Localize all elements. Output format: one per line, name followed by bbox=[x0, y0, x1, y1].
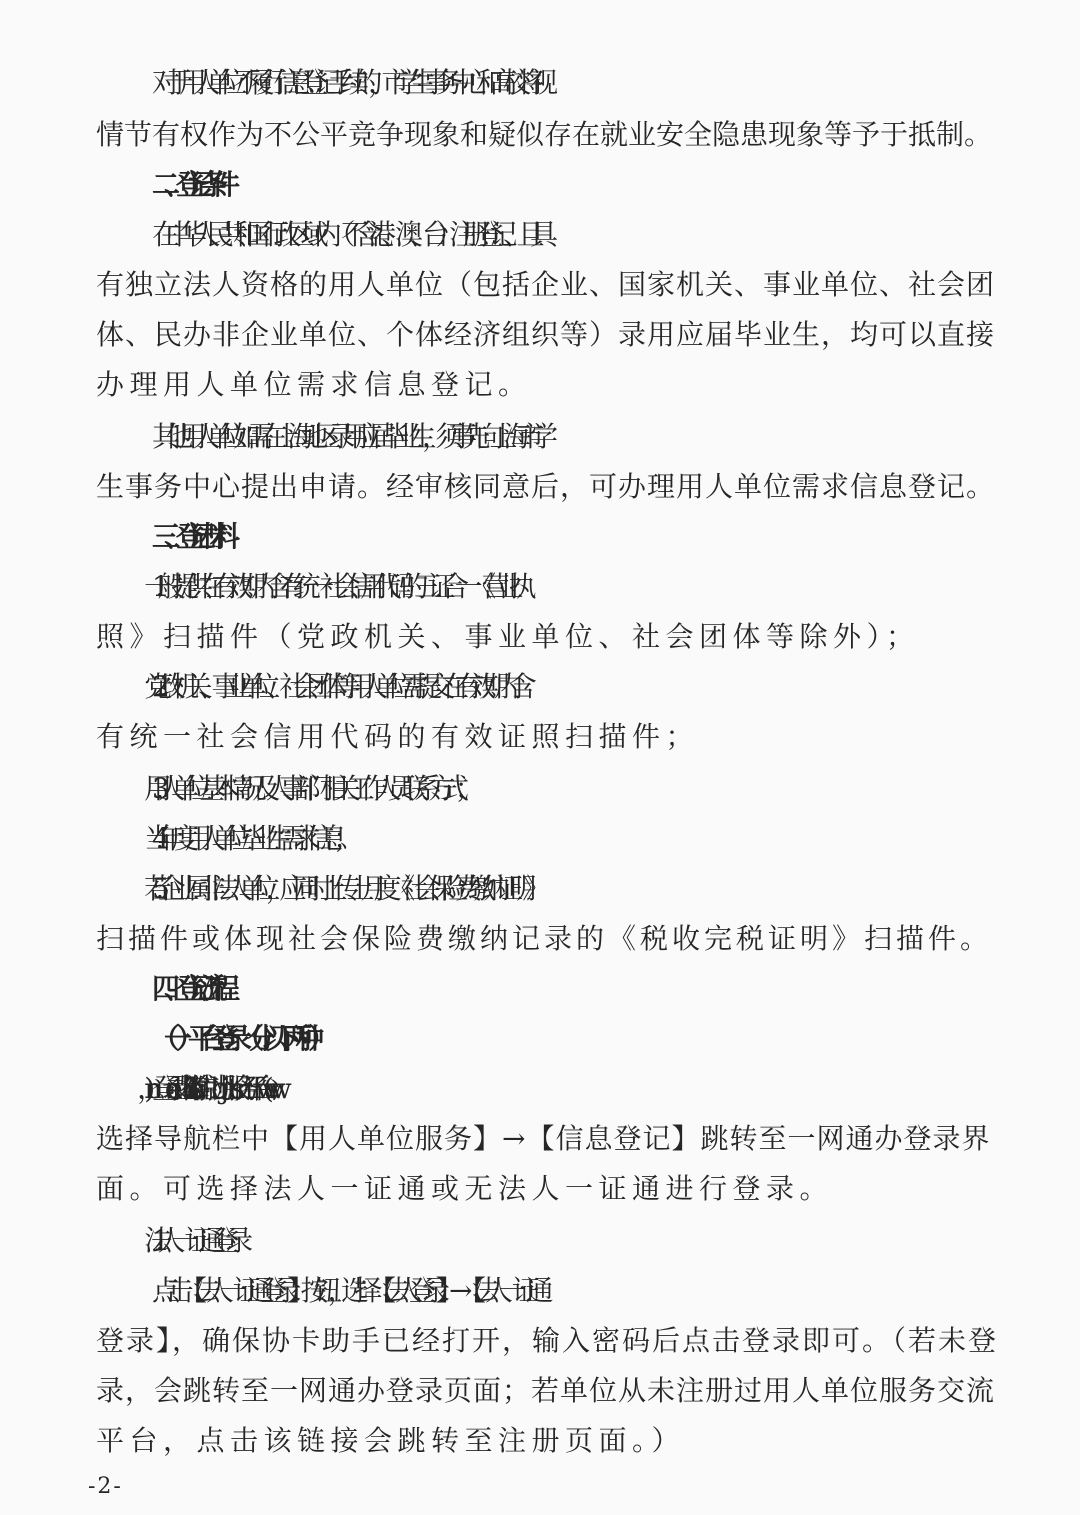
paragraph-line bbox=[152, 1070, 1052, 1108]
subsection-heading: 1. 法人一证通登录 bbox=[152, 1224, 239, 1257]
paragraph-line: 办理用人单位需求信息登记。 bbox=[96, 368, 532, 401]
paragraph-line: 登录】，确保协卡助手已经打开，输入密码后点击登录即可。（若未登 bbox=[96, 1324, 999, 1357]
paragraph-line: 其他用人单位如需在上海地区录用应届毕业生，须事先向上海市学 bbox=[152, 420, 544, 453]
list-item-line: 5. 若企业属非法人单位，应同时上传上月度《社会保险费缴纳证明》 bbox=[152, 872, 536, 905]
list-item-line: 2. 党政机关、事业单位、社会团体等用人单位需提交在有效期内含 bbox=[152, 670, 523, 703]
paragraph-line: 在中华人民共和国行政区域内（不含港、澳、台）注册登记、且具 bbox=[152, 218, 544, 251]
section-heading: 四、登记流程 bbox=[152, 972, 225, 1005]
list-item-line: 照》扫描件（党政机关、事业单位、社会团体等除外）； bbox=[96, 620, 920, 653]
paragraph-line: 情节有权作为不公平竞争现象和疑似存在就业安全隐患现象等予于抵制。 bbox=[96, 118, 993, 151]
paragraph-line: 有独立法人资格的用人单位（包括企业、国家机关、事业单位、社会团 bbox=[96, 268, 996, 301]
page-number: -2- bbox=[88, 1474, 123, 1499]
list-item-line: 扫描件或体现社会保险费缴纳记录的《税收完税证明》扫描件。 bbox=[96, 922, 993, 955]
list-item-line: 1. 一般提供在有效期内含有统一社会信用代码的三证合一《营业执 bbox=[152, 570, 523, 603]
list-item-line: 有统一社会信用代码的有效证照扫描件； bbox=[96, 720, 700, 753]
paragraph-line: 对于用人单位不履行信息登记手续的，市学生事务中心和高校将视 bbox=[152, 66, 544, 99]
paragraph-line: 体、民办非企业单位、个体经济组织等）录用应届毕业生，均可以直接 bbox=[96, 318, 996, 351]
paragraph-line: 录，会跳转至一网通办登录页面；若单位从未注册过用人单位服务交流 bbox=[96, 1374, 996, 1407]
paragraph-line: 平台，点击该链接会跳转至注册页面。） bbox=[96, 1424, 686, 1457]
paragraph-line: 生事务中心提出申请。经审核同意后，可办理用人单位需求信息登记。 bbox=[96, 470, 996, 503]
subsection-heading: （一）平台登录（分以下两种） bbox=[152, 1022, 321, 1055]
section-heading: 三、登记材料 bbox=[152, 520, 225, 553]
paragraph-line: 选择导航栏中【用人单位服务】→【信息登记】跳转至一网通办登录界 bbox=[96, 1122, 991, 1155]
paragraph-line: 面。可选择法人一证通或无法人一证通进行登录。 bbox=[96, 1172, 834, 1205]
list-item-line: 3. 用人单位基本情况及人事部门相关工作人员联系方式； bbox=[152, 772, 469, 805]
paragraph-line: 点击【法人一证通登录】按钮，选择【法人登录】→【法人一证通 bbox=[152, 1274, 539, 1307]
list-item-line: 4. 当年度用人单位毕业生需求信息； bbox=[152, 822, 347, 855]
section-heading: 二、登记条件 bbox=[152, 168, 225, 201]
